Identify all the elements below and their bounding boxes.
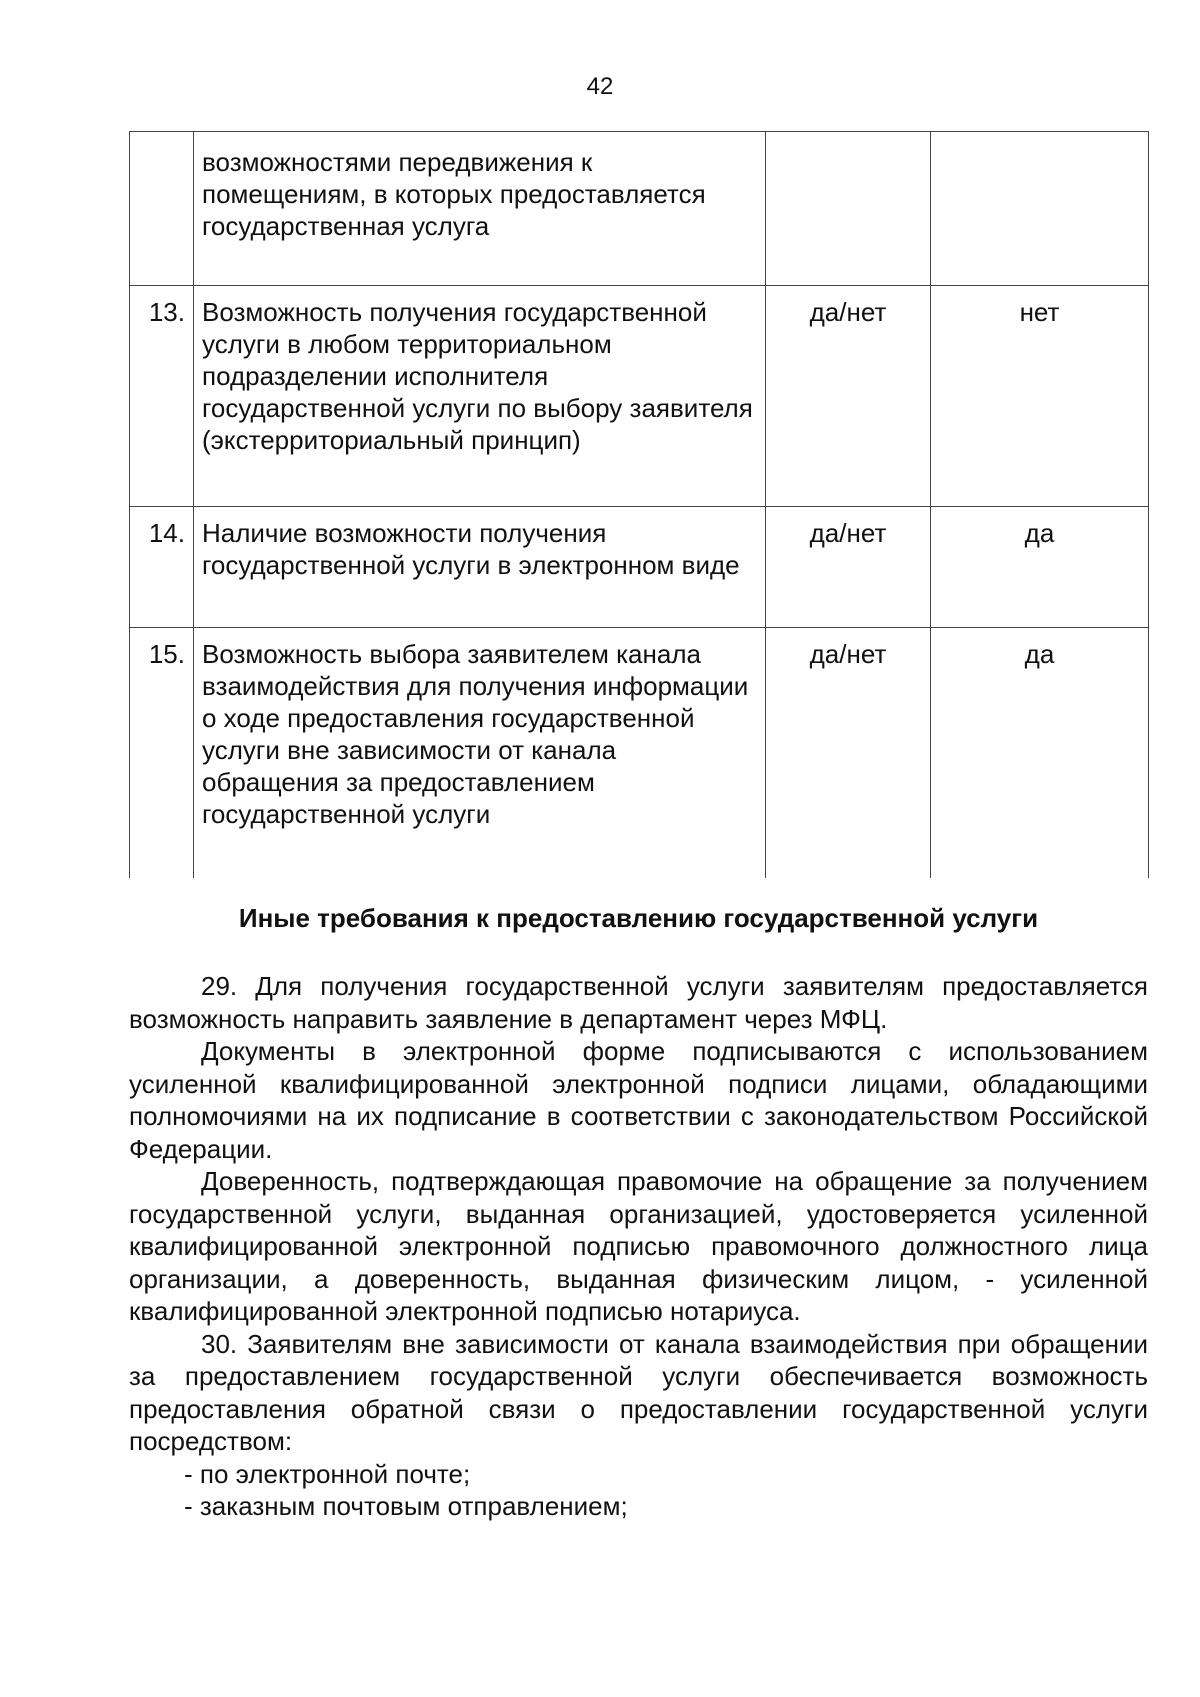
row-value-cell: да (931, 507, 1149, 628)
paragraph: Документы в электронной форме подписываются с использованием усиленной квалифицированной электронной подписи лицами, обладающими полномочиями на их подписание в соответствии с законодательством Российской Федерации. (129, 1036, 1148, 1164)
row-number-cell: 13. (130, 286, 194, 507)
table-row (130, 628, 1149, 878)
row-number-cell: 14. (130, 507, 194, 628)
table-row (130, 286, 1149, 507)
row-number-cell (130, 132, 194, 286)
row-unit-cell: да/нет (766, 507, 931, 628)
row-number-cell: 15. (130, 628, 194, 878)
row-unit-cell: да/нет (766, 628, 931, 878)
row-value-cell (931, 132, 1149, 286)
row-value-cell: да (931, 628, 1149, 878)
paragraph: 29. Для получения государственной услуги заявителям предоставляется возможность направить заявление в департамент через МФЦ. (129, 971, 1148, 1034)
row-unit-cell (766, 132, 931, 286)
list-item: - по электронной почте; (184, 1458, 471, 1489)
section-heading: Иные требования к предоставлению государственной услуги (238, 903, 1039, 933)
row-description-cell: Возможность выбора заявителем канала взаимодействия для получения информации о ходе предоставления государственной услуги вне зависимости от канала обращения за предоставлением государственной услуги (194, 628, 766, 878)
table-row (130, 507, 1149, 628)
row-value-cell: нет (931, 286, 1149, 507)
body-text (129, 970, 1148, 1523)
row-description-cell: Возможность получения государственной услуги в любом территориальном подразделении исполнителя государственной услуги по выбору заявителя (экстерриториальный принцип) (194, 286, 766, 507)
page-number: 42 (586, 73, 614, 100)
list-item: - заказным почтовым отправлением; (184, 1491, 628, 1521)
table-row (130, 132, 1149, 286)
row-description-cell: Наличие возможности получения государственной услуги в электронном виде (194, 507, 766, 628)
row-description-cell: возможностями передвижения к помещениям, в которых предоставляется государственная услуга (194, 132, 766, 286)
paragraph: 30. Заявителям вне зависимости от канала взаимодействия при обращении за предоставлением государственной услуги обеспечивается возможность предоставления обратной связи о предоставлении государственной услуги посредством: (129, 1328, 1148, 1456)
row-unit-cell: да/нет (766, 286, 931, 507)
requirements-table (129, 131, 1149, 878)
paragraph: Доверенность, подтверждающая правомочие на обращение за получением государственной услуги, выданная организацией, удостоверяется усиленной квалифицированной электронной подписью правомочного должностного лица организации, а доверенность, выданная физическим лицом, - усиленной квалифицированной электронной подписью нотариуса. (129, 1166, 1148, 1326)
